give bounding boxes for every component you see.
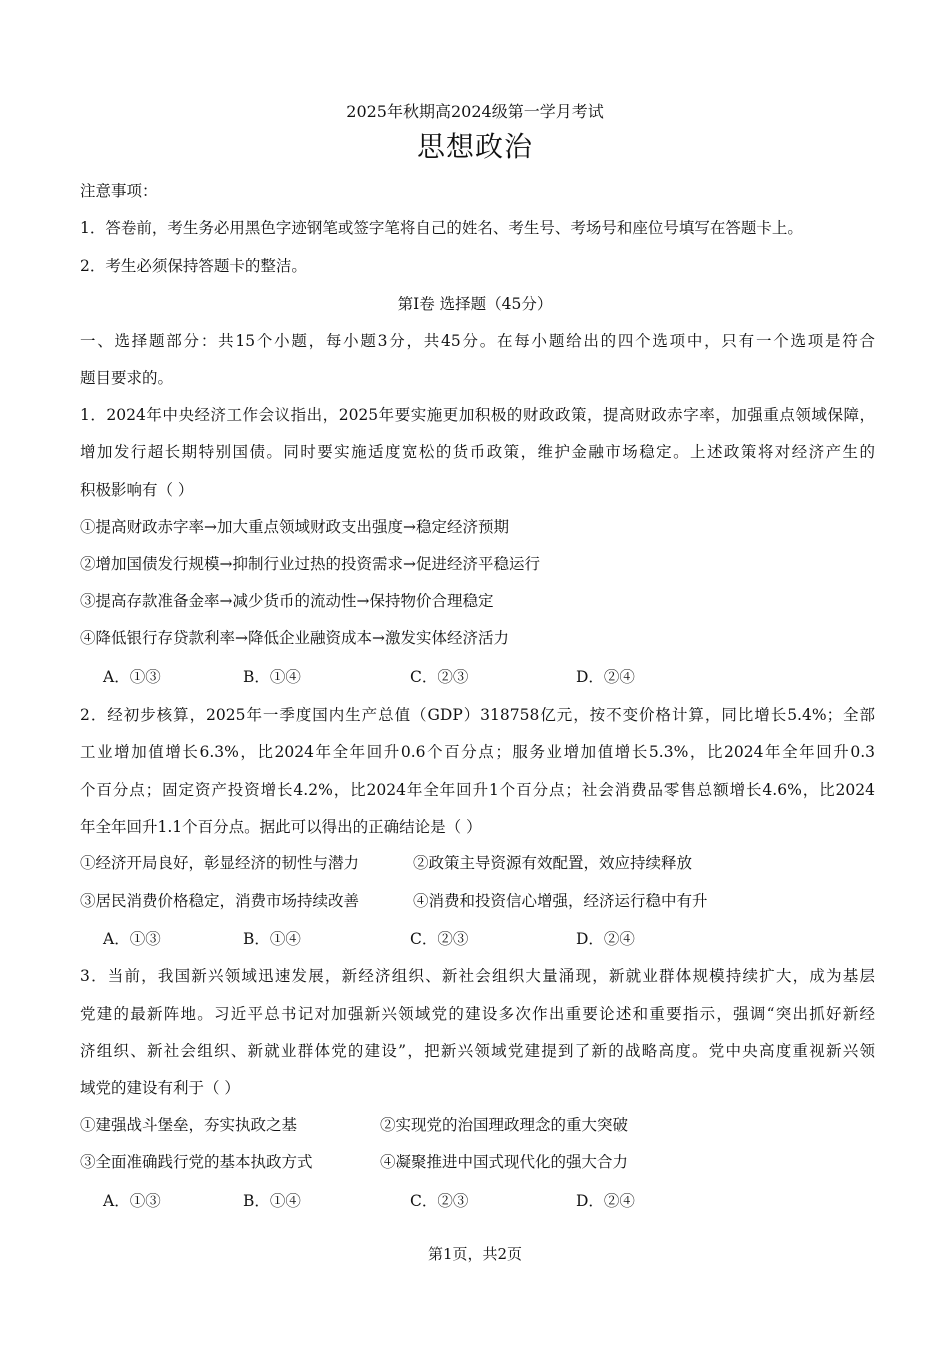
question-2-line: 2．经初步核算，2025年一季度国内生产总值（GDP）318758亿元，按不变价格计算，同比增长5.4%；全部: [80, 706, 875, 724]
statement: ③居民消费价格稳定，消费市场持续改善: [80, 892, 360, 910]
option-b[interactable]: B．①④: [243, 930, 301, 948]
option-a[interactable]: A．①③: [103, 930, 161, 948]
notice-item: 2．考生必须保持答题卡的整洁。: [80, 257, 307, 275]
question-1-line: 增加发行超长期特别国债。同时要实施适度宽松的货币政策，维护金融市场稳定。上述政策将对经济产生的: [80, 443, 875, 461]
statement: ①经济开局良好，彰显经济的韧性与潜力: [80, 854, 360, 872]
option-c[interactable]: C．②③: [410, 1192, 469, 1210]
exam-title: 2025年秋期高2024级第一学月考试: [346, 102, 604, 121]
statement: ④凝聚推进中国式现代化的强大合力: [380, 1153, 629, 1171]
statement: ②实现党的治国理政理念的重大突破: [380, 1116, 629, 1134]
option-a[interactable]: A．①③: [103, 668, 161, 686]
section-intro-line: 题目要求的。: [80, 369, 174, 387]
notice-item: 1．答卷前，考生务必用黑色字迹钢笔或签字笔将自己的姓名、考生号、考场号和座位号填写在答题卡上。: [80, 219, 803, 237]
question-2-line: 个百分点；固定资产投资增长4.2%，比2024年全年回升1个百分点；社会消费品零售总额增长4.6%，比2024: [80, 781, 875, 799]
section-title: 第Ⅰ卷 选择题（45分）: [397, 295, 553, 313]
statement: ④消费和投资信心增强，经济运行稳中有升: [413, 892, 708, 910]
option-d[interactable]: D．②④: [576, 1192, 635, 1210]
question-1-statement: ①提高财政赤字率→加大重点领域财政支出强度→稳定经济预期: [80, 518, 509, 536]
statement: ③全面准确践行党的基本执政方式: [80, 1153, 313, 1171]
statement: ①建强战斗堡垒，夯实执政之基: [80, 1116, 298, 1134]
notice-heading: 注意事项：: [80, 182, 158, 200]
question-2-line: 年全年回升1.1个百分点。据此可以得出的正确结论是（ ）: [80, 818, 482, 836]
question-3-line: 域党的建设有利于（ ）: [80, 1079, 240, 1097]
question-1-statement: ④降低银行存贷款利率→降低企业融资成本→激发实体经济活力: [80, 629, 509, 647]
question-3-line: 党建的最新阵地。习近平总书记对加强新兴领域党的建设多次作出重要论述和重要指示，强调“突出抓好新经: [80, 1005, 875, 1023]
question-1-statement: ②增加国债发行规模→抑制行业过热的投资需求→促进经济平稳运行: [80, 555, 540, 573]
subject-title: 思想政治: [416, 130, 533, 163]
option-d[interactable]: D．②④: [576, 930, 635, 948]
question-1-line: 积极影响有（ ）: [80, 481, 194, 499]
question-3-statement-row: [80, 1152, 629, 1172]
option-b[interactable]: B．①④: [243, 1192, 301, 1210]
question-2-statement-row: [80, 891, 708, 911]
option-b[interactable]: B．①④: [243, 668, 301, 686]
question-3-line: 济组织、新社会组织、新就业群体党的建设”，把新兴领域党建提到了新的战略高度。党中央高度重视新兴领: [80, 1042, 875, 1060]
question-2-statement-row: [80, 853, 693, 873]
question-1-line: 1．2024年中央经济工作会议指出，2025年要实施更加积极的财政政策，提高财政赤字率，加强重点领域保障，: [80, 406, 875, 424]
question-3-statement-row: [80, 1115, 629, 1135]
question-2-line: 工业增加值增长6.3%，比2024年全年回升0.6个百分点；服务业增加值增长5.3%，比2024年全年回升0.3: [80, 743, 875, 761]
option-c[interactable]: C．②③: [410, 668, 469, 686]
option-d[interactable]: D．②④: [576, 668, 635, 686]
option-a[interactable]: A．①③: [103, 1192, 161, 1210]
question-3-line: 3．当前，我国新兴领域迅速发展，新经济组织、新社会组织大量涌现，新就业群体规模持续扩大，成为基层: [80, 967, 875, 985]
statement: ②政策主导资源有效配置，效应持续释放: [413, 854, 693, 872]
question-1-statement: ③提高存款准备金率→减少货币的流动性→保持物价合理稳定: [80, 592, 494, 610]
page-footer: 第1页，共2页: [427, 1245, 523, 1263]
section-intro-line: 一、选择题部分：共15个小题，每小题3分，共45分。在每小题给出的四个选项中，只有一个选项是符合: [80, 332, 875, 350]
option-c[interactable]: C．②③: [410, 930, 469, 948]
